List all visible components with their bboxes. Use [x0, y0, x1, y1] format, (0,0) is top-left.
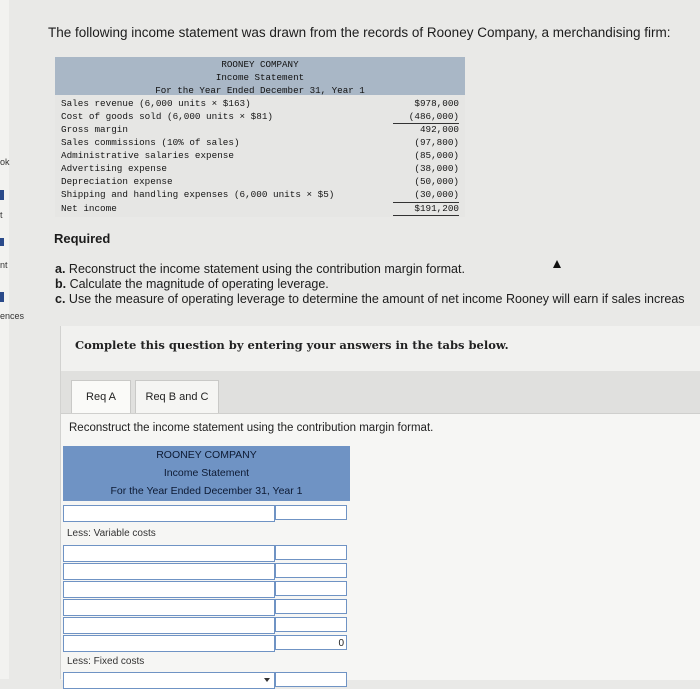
statement-double-underline: [393, 215, 459, 216]
form-period: For the Year Ended December 31, Year 1: [110, 485, 303, 497]
statement-row-label: Cost of goods sold (6,000 units × $81): [61, 111, 274, 122]
row-amount-input[interactable]: [275, 581, 347, 596]
total-variable-costs-row: [63, 635, 350, 652]
sidebar-marker-3: [0, 292, 4, 302]
sidebar-marker-2: [0, 238, 4, 246]
statement-row-amount: (30,000): [414, 189, 459, 200]
sidebar-fragment-4[interactable]: ences: [0, 311, 25, 321]
row-label-input[interactable]: [63, 635, 275, 652]
mouse-cursor-icon: [553, 260, 561, 268]
row-label-input[interactable]: [63, 545, 275, 562]
statement-company: ROONEY COMPANY: [221, 59, 299, 70]
statement-row-amount: (38,000): [414, 163, 459, 174]
answer-panel: [60, 326, 700, 679]
statement-period: For the Year Ended December 31, Year 1: [155, 85, 365, 96]
statement-row-amount: $191,200: [414, 203, 459, 214]
sidebar-fragment-1[interactable]: ok: [0, 157, 10, 167]
statement-row-amount: 492,000: [419, 124, 459, 135]
form-company: ROONEY COMPANY: [156, 449, 257, 461]
statement-title: Income Statement: [215, 72, 305, 83]
statement-row-amount: (97,800): [414, 137, 459, 148]
required-text: Calculate the magnitude of operating leverage.: [66, 277, 329, 291]
statement-row-label: Sales revenue (6,000 units × $163): [61, 98, 251, 109]
required-text: Reconstruct the income statement using the contribution margin format.: [65, 262, 465, 276]
required-letter: c.: [55, 292, 66, 306]
row-label-input[interactable]: [63, 563, 275, 580]
row-amount-input[interactable]: [275, 563, 347, 578]
row-label-input[interactable]: [63, 581, 275, 598]
form-title: Income Statement: [163, 467, 250, 479]
required-heading: Required: [54, 231, 111, 246]
row-label-input[interactable]: [63, 505, 275, 522]
row-amount-input[interactable]: [275, 617, 347, 632]
statement-row-label: Advertising expense: [61, 163, 168, 174]
row-amount-input[interactable]: [275, 505, 347, 520]
row-label-input[interactable]: [63, 599, 275, 616]
tab-req-b-and-c[interactable]: Req B and C: [135, 380, 219, 413]
required-letter: a.: [55, 262, 66, 276]
row-amount-input[interactable]: [275, 599, 347, 614]
form-row: [63, 617, 350, 634]
required-item-a: [55, 262, 465, 276]
income-statement-table: [55, 57, 465, 217]
total-amount-field: 0: [275, 635, 347, 650]
req-a-instruction: Reconstruct the income statement using the contribution margin format.: [69, 422, 434, 434]
required-item-c: [55, 292, 685, 306]
tab-req-a[interactable]: Req A: [71, 380, 131, 413]
form-row: [63, 672, 350, 689]
left-sidebar: [0, 0, 9, 679]
complete-instruction: Complete this question by entering your answers in the tabs below.: [75, 338, 509, 352]
statement-row-amount: (85,000): [414, 150, 459, 161]
form-row: [63, 599, 350, 616]
row-amount-input[interactable]: [275, 672, 347, 687]
form-row: [63, 505, 350, 522]
statement-row-label: Sales commissions (10% of sales): [61, 137, 240, 148]
statement-row-label: Administrative salaries expense: [61, 150, 234, 161]
statement-row-amount: (50,000): [414, 176, 459, 187]
form-row: [63, 545, 350, 562]
statement-row-amount: $978,000: [414, 98, 459, 109]
required-text: Use the measure of operating leverage to determine the amount of net income Rooney will earn if sales increas: [65, 292, 685, 306]
statement-row-label: Gross margin: [61, 124, 128, 135]
sidebar-marker-1: [0, 190, 4, 200]
form-row: [63, 581, 350, 598]
required-item-b: [55, 277, 329, 291]
sidebar-fragment-3[interactable]: nt: [0, 260, 8, 270]
intro-text: The following income statement was drawn from the records of Rooney Company, a merchandising firm:: [48, 25, 671, 40]
statement-row-amount: (486,000): [408, 111, 459, 122]
row-amount-input[interactable]: [275, 545, 347, 560]
tab-content: [61, 413, 700, 680]
sidebar-fragment-2[interactable]: t: [0, 210, 3, 220]
less-fixed-costs-label: Less: Fixed costs: [67, 656, 145, 667]
less-variable-costs-label: Less: Variable costs: [67, 528, 156, 539]
statement-row-label: Depreciation expense: [61, 176, 173, 187]
statement-row-label: Shipping and handling expenses (6,000 units × $5): [61, 189, 335, 200]
row-label-input[interactable]: [63, 617, 275, 634]
statement-row-label: Net income: [61, 203, 117, 214]
fixed-cost-dropdown[interactable]: [63, 672, 275, 689]
required-letter: b.: [55, 277, 67, 291]
form-row: [63, 563, 350, 580]
